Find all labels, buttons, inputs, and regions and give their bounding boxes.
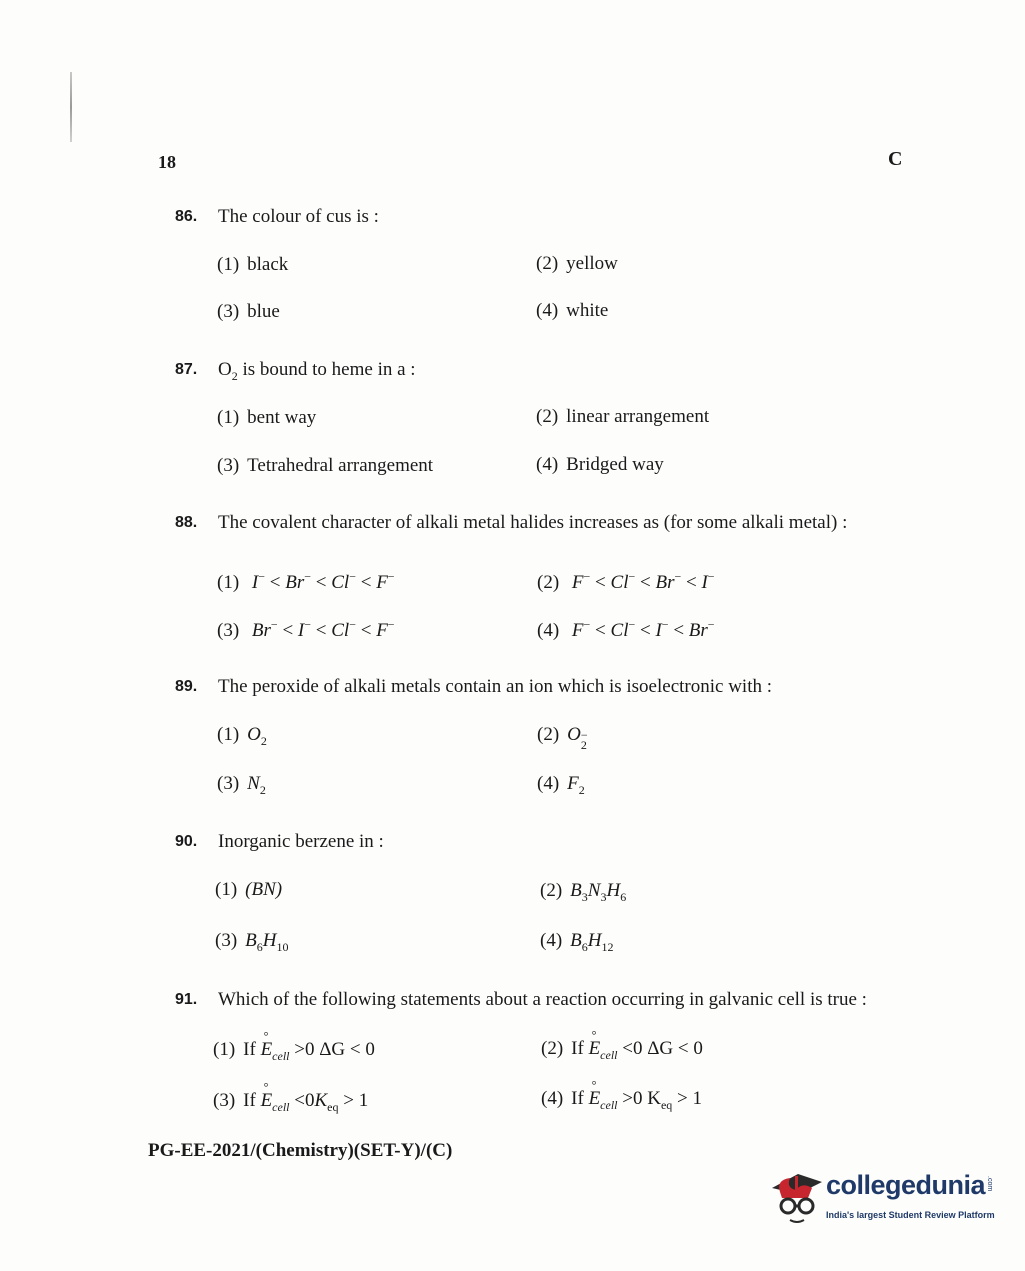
option-3: (3) $B_6H_{10}$ (215, 930, 289, 954)
option-4: (4) F− < Cl− < I− < Br− (537, 618, 715, 642)
question-number: 86. (175, 208, 198, 225)
question-text: Which of the following statements about a reaction occurring in galvanic cell is true : (218, 989, 867, 1010)
question-number: 91. (175, 991, 198, 1008)
scan-margin-line (70, 72, 72, 142)
option-3: (3) blue (217, 301, 280, 322)
set-letter: C (888, 148, 903, 170)
option-1: (1) $O_2$ (217, 724, 267, 748)
option-4: (4) If E ° $_{cell}$ >0 $K_{eq} > 1$ (541, 1078, 702, 1112)
option-2: (2) linear arrangement (536, 406, 710, 427)
paper-code-footer: PG-EE-2021/(Chemistry)(SET-Y)/(C) (148, 1140, 453, 1161)
option-4: (4) Bridged way (536, 454, 664, 475)
question-number: 89. (175, 678, 198, 695)
option-2: (2) If E ° $_{cell}$ <0 ΔG < 0 (541, 1028, 703, 1062)
question-number: 90. (175, 833, 198, 850)
question-text: The covalent character of alkali metal halides increases as (for some alkali metal) : (218, 512, 848, 533)
option-3: (3) Br− < I− < Cl− < F− (217, 618, 395, 642)
question-text: The peroxide of alkali metals contain an ion which is isoelectronic with : (218, 676, 773, 697)
option-1: (1) (BN) (215, 879, 283, 900)
option-1: (1) bent way (217, 407, 317, 428)
option-4: (4) $B_6H_{12}$ (540, 930, 614, 954)
option-2: (2) O − 2 (537, 724, 588, 752)
brand-tagline: India's largest Student Review Platform (826, 1210, 995, 1220)
collegedunia-watermark (768, 1166, 998, 1230)
option-4: (4) white (536, 300, 609, 321)
mascot-icon (768, 1166, 824, 1230)
question-number: 87. (175, 361, 198, 378)
option-2: (2) yellow (536, 253, 618, 274)
option-1: (1) If E ° $_{cell}$ >0 ΔG < 0 (213, 1029, 375, 1063)
brand-name: collegedunia (826, 1170, 986, 1200)
question-text: The colour of cus is : (218, 206, 379, 227)
option-3: (3) Tetrahedral arrangement (217, 455, 434, 476)
page-number: 18 (158, 152, 176, 172)
option-3: (3) If E ° $_{cell} <0K_{eq} > 1$ (213, 1080, 369, 1114)
brand-domain: .com (986, 1176, 993, 1192)
option-4: (4) $F_2$ (537, 773, 585, 797)
option-1: (1) black (217, 254, 289, 275)
option-2: (2) $B_3N_3H_6$ (540, 880, 627, 904)
option-1: (1) I− < Br− < Cl− < F− (217, 570, 395, 594)
option-2: (2) F− < Cl− < Br− < I− (537, 570, 715, 594)
option-3: (3) $N_2$ (217, 773, 266, 797)
question-text: Inorganic berzene in : (218, 831, 384, 852)
question-number: 88. (175, 514, 198, 531)
question-text: $O_2$ is bound to heme in a : (218, 359, 416, 383)
